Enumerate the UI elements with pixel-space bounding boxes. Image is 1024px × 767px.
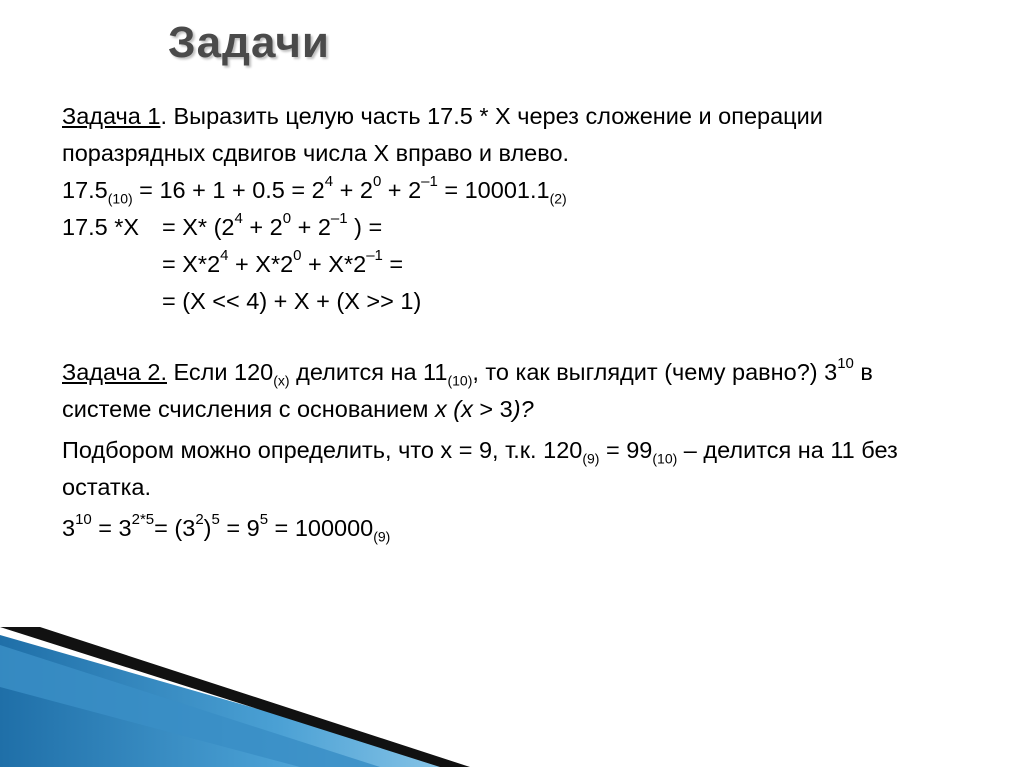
task2-answer-line1 [62,432,1012,469]
task1-equation-1 [62,172,1012,209]
slide-title: Задачи [168,18,330,67]
task1-label: Задача 1 [62,103,161,129]
task2-answer-line2: остатка. [62,474,152,500]
eq-sup: 10 [75,511,92,529]
eq-sup: 4 [220,247,229,265]
eq-sup: 0 [372,173,382,191]
ans-sub: (10) [652,450,678,467]
ans-part: Подбором можно определить, что x = 9, т.к. 120 [62,437,583,463]
q-part: , то как выглядит (чему равно?) 3 [472,359,838,385]
eq-sup: –1 [421,173,438,191]
task1-equation-2 [62,209,1012,246]
eq-part: + X*2 [228,251,294,277]
ans-part: – делится на 11 без [677,437,898,463]
q-part: в [853,359,873,385]
eq-part: + 2 [333,177,373,203]
eq-sub: (2) [549,190,567,207]
eq-sub: (9) [373,528,391,545]
eq-part: + 2 [242,214,283,240]
eq-sup: 2 [195,511,204,529]
task1-line1 [62,98,1012,135]
task2-equation [62,510,1012,547]
eq-part: ) = [347,214,383,240]
q-part: Если 120 [166,359,274,385]
q-sub: (10) [447,372,473,389]
eq-sup: 2*5 [131,511,155,529]
eq-part: = 16 + 1 + 0.5 = 2 [132,177,325,203]
eq-sup: 5 [259,511,269,529]
task1-equation-3 [62,246,1012,283]
q-italic: )? [512,396,534,422]
eq-sup: 0 [293,247,302,265]
task1-text-1: . Выразить целую часть 17.5 * X через сложение и операции [160,103,823,129]
eq-sub: (10) [107,190,133,207]
eq-part: = (3 [154,515,196,541]
eq-part: = X* (2 [162,214,235,240]
q-sub: (x) [273,372,290,389]
eq-part: = 10001.1 [437,177,550,203]
eq-part: = 3 [91,515,132,541]
eq-part: ) [203,515,212,541]
eq-lhs: 17.5 *X [62,214,140,240]
task2-label: Задача 2. [62,359,167,385]
q-part: делится на 11 [289,359,448,385]
eq-part: + 2 [291,214,331,240]
q-italic: x (x [435,396,473,422]
eq-part: = [382,251,404,277]
q-sup: 10 [837,355,854,373]
task2-line2 [62,391,1012,428]
ans-sub: (9) [582,450,600,467]
eq-part: = 100000 [268,515,374,541]
q-part: системе счисления с основанием [62,396,435,422]
eq-sup: 4 [234,210,243,228]
task1-equation-4: = (X << 4) + X + (X >> 1) [162,288,422,314]
slide-content [62,98,1012,547]
eq-part: + X*2 [301,251,367,277]
eq-sup: 4 [324,173,334,191]
eq-part: + 2 [381,177,422,203]
eq-sup: –1 [366,247,383,265]
eq-sup: –1 [330,210,348,228]
task2-line1 [62,354,1012,391]
ans-part: = 99 [599,437,653,463]
spacer [62,320,1012,354]
task1-line2: поразрядных сдвигов числа X вправо и влево. [62,140,570,166]
q-part: > 3 [472,396,513,422]
eq-part: 17.5 [62,177,108,203]
eq-part: = X*2 [162,251,221,277]
eq-part: = 9 [219,515,260,541]
eq-sup: 0 [282,210,292,228]
eq-sup: 5 [211,511,220,529]
decorative-stripes [0,627,1024,767]
eq-part: 3 [62,515,76,541]
